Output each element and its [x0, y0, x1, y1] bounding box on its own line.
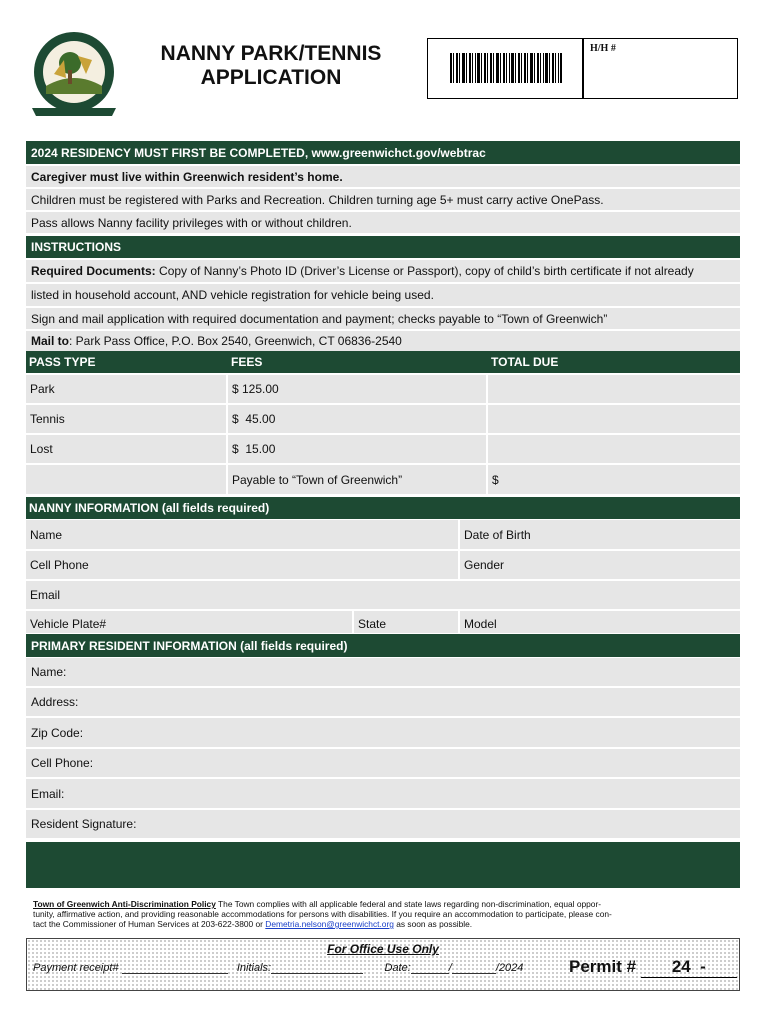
- fee-lost: $ 15.00: [228, 435, 486, 463]
- green-footer-block: [26, 842, 740, 888]
- total-due-header: TOTAL DUE: [491, 355, 559, 369]
- form-title-line2: APPLICATION: [200, 66, 342, 89]
- pass-type-lost: Lost: [26, 435, 226, 463]
- permit-number: [569, 957, 737, 978]
- policy-heading: Town of Greenwich Anti-Discrimination Policy: [33, 899, 216, 909]
- initials-field[interactable]: [271, 963, 363, 974]
- resident-email-field[interactable]: Email:: [26, 779, 740, 808]
- payable-blank-cell: [26, 465, 226, 494]
- resident-signature-field[interactable]: Resident Signature:: [26, 810, 740, 838]
- mail-to-label: Mail to: [31, 334, 69, 348]
- mail-to-address: : Park Pass Office, P.O. Box 2540, Greenwich, CT 06836-2540: [69, 334, 402, 348]
- fee-tennis: $ 45.00: [228, 405, 486, 433]
- nanny-dob-field[interactable]: Date of Birth: [460, 520, 740, 549]
- date-label: Date:: [384, 962, 411, 974]
- residency-banner: 2024 RESIDENCY MUST FIRST BE COMPLETED, www.greenwichct.gov/webtrac: [26, 141, 740, 164]
- resident-zip-field[interactable]: Zip Code:: [26, 718, 740, 747]
- vehicle-state-field[interactable]: State: [354, 611, 458, 633]
- form-title-line1: NANNY PARK/TENNIS: [160, 42, 382, 65]
- policy-email-link[interactable]: Demetria.nelson@greenwichct.org: [265, 919, 394, 929]
- household-number-box[interactable]: [582, 38, 738, 99]
- pass-type-header: PASS TYPE: [29, 355, 96, 369]
- total-lost-field[interactable]: [488, 435, 740, 463]
- pass-type-tennis: Tennis: [26, 405, 226, 433]
- resident-address-field[interactable]: Address:: [26, 688, 740, 716]
- fees-header: FEES: [231, 355, 263, 369]
- required-documents-label: Required Documents:: [31, 264, 156, 278]
- sign-instructions: Sign and mail application with required documentation and payment; checks payable to “Town of Greenwich”: [26, 308, 740, 329]
- required-documents-line-2: listed in household account, AND vehicle registration for vehicle being used.: [26, 284, 740, 306]
- permit-label: Permit #: [569, 957, 637, 976]
- rule-children: Children must be registered with Parks and Recreation. Children turning age 5+ must carry active OnePass.: [26, 189, 740, 210]
- fee-park: $ 125.00: [228, 375, 486, 403]
- office-use-title: For Office Use Only: [327, 942, 439, 956]
- nanny-gender-field[interactable]: Gender: [460, 551, 740, 579]
- date-month-field[interactable]: [411, 963, 449, 974]
- policy-text-1: The Town complies with all applicable federal and state laws regarding non-discrimination, equal oppor-: [215, 899, 602, 909]
- nanny-cell-phone-field[interactable]: Cell Phone: [26, 551, 458, 579]
- total-park-field[interactable]: [488, 375, 740, 403]
- policy-text-4: as soon as possible.: [393, 919, 473, 929]
- vehicle-model-field[interactable]: Model: [460, 611, 740, 633]
- instructions-heading: INSTRUCTIONS: [26, 236, 740, 258]
- permit-value-field[interactable]: 24 -: [641, 957, 737, 978]
- resident-cell-phone-field[interactable]: Cell Phone:: [26, 749, 740, 777]
- payable-to-label: Payable to “Town of Greenwich”: [228, 465, 486, 494]
- office-use-box: [26, 938, 740, 991]
- policy-text-3: tact the Commissioner of Human Services at 203-622-3800 or: [33, 919, 266, 929]
- pass-table-header: [26, 351, 740, 373]
- required-documents-text: Copy of Nanny’s Photo ID (Driver’s License or Passport), copy of child’s birth certificate if not already: [155, 264, 694, 278]
- nanny-info-heading: NANNY INFORMATION (all fields required): [26, 497, 740, 519]
- anti-discrimination-policy: [33, 899, 733, 929]
- payable-total-field[interactable]: $: [488, 465, 740, 494]
- policy-text-2: tunity, affirmative action, and providing reasonable accommodations for persons with disabilities. If you require an accommodation to participate, please con-: [33, 909, 612, 919]
- barcode-icon: [450, 53, 562, 83]
- resident-name-field[interactable]: Name:: [26, 658, 740, 686]
- form-title: [140, 42, 402, 90]
- vehicle-plate-field[interactable]: Vehicle Plate#: [26, 611, 352, 633]
- pass-type-park: Park: [26, 375, 226, 403]
- total-tennis-field[interactable]: [488, 405, 740, 433]
- payment-receipt-label: Payment receipt#: [33, 962, 119, 974]
- resident-info-heading: PRIMARY RESIDENT INFORMATION (all fields required): [26, 634, 740, 657]
- rule-caregiver: Caregiver must live within Greenwich resident’s home.: [26, 166, 740, 187]
- date-year: /2024: [495, 962, 524, 974]
- nanny-name-field[interactable]: Name: [26, 520, 458, 549]
- required-documents-line: [26, 260, 740, 282]
- date-separator: /: [448, 962, 452, 974]
- mail-to-line: [26, 331, 740, 351]
- household-number-label: H/H #: [590, 43, 616, 54]
- initials-label: Initials:: [236, 962, 272, 974]
- parks-department-logo: [26, 30, 126, 118]
- office-use-fields: [33, 962, 523, 974]
- rule-privileges: Pass allows Nanny facility privileges with or without children.: [26, 212, 740, 233]
- date-day-field[interactable]: [452, 963, 496, 974]
- nanny-email-field[interactable]: Email: [26, 581, 740, 609]
- barcode-box: [427, 38, 584, 99]
- payment-receipt-field[interactable]: [122, 963, 228, 974]
